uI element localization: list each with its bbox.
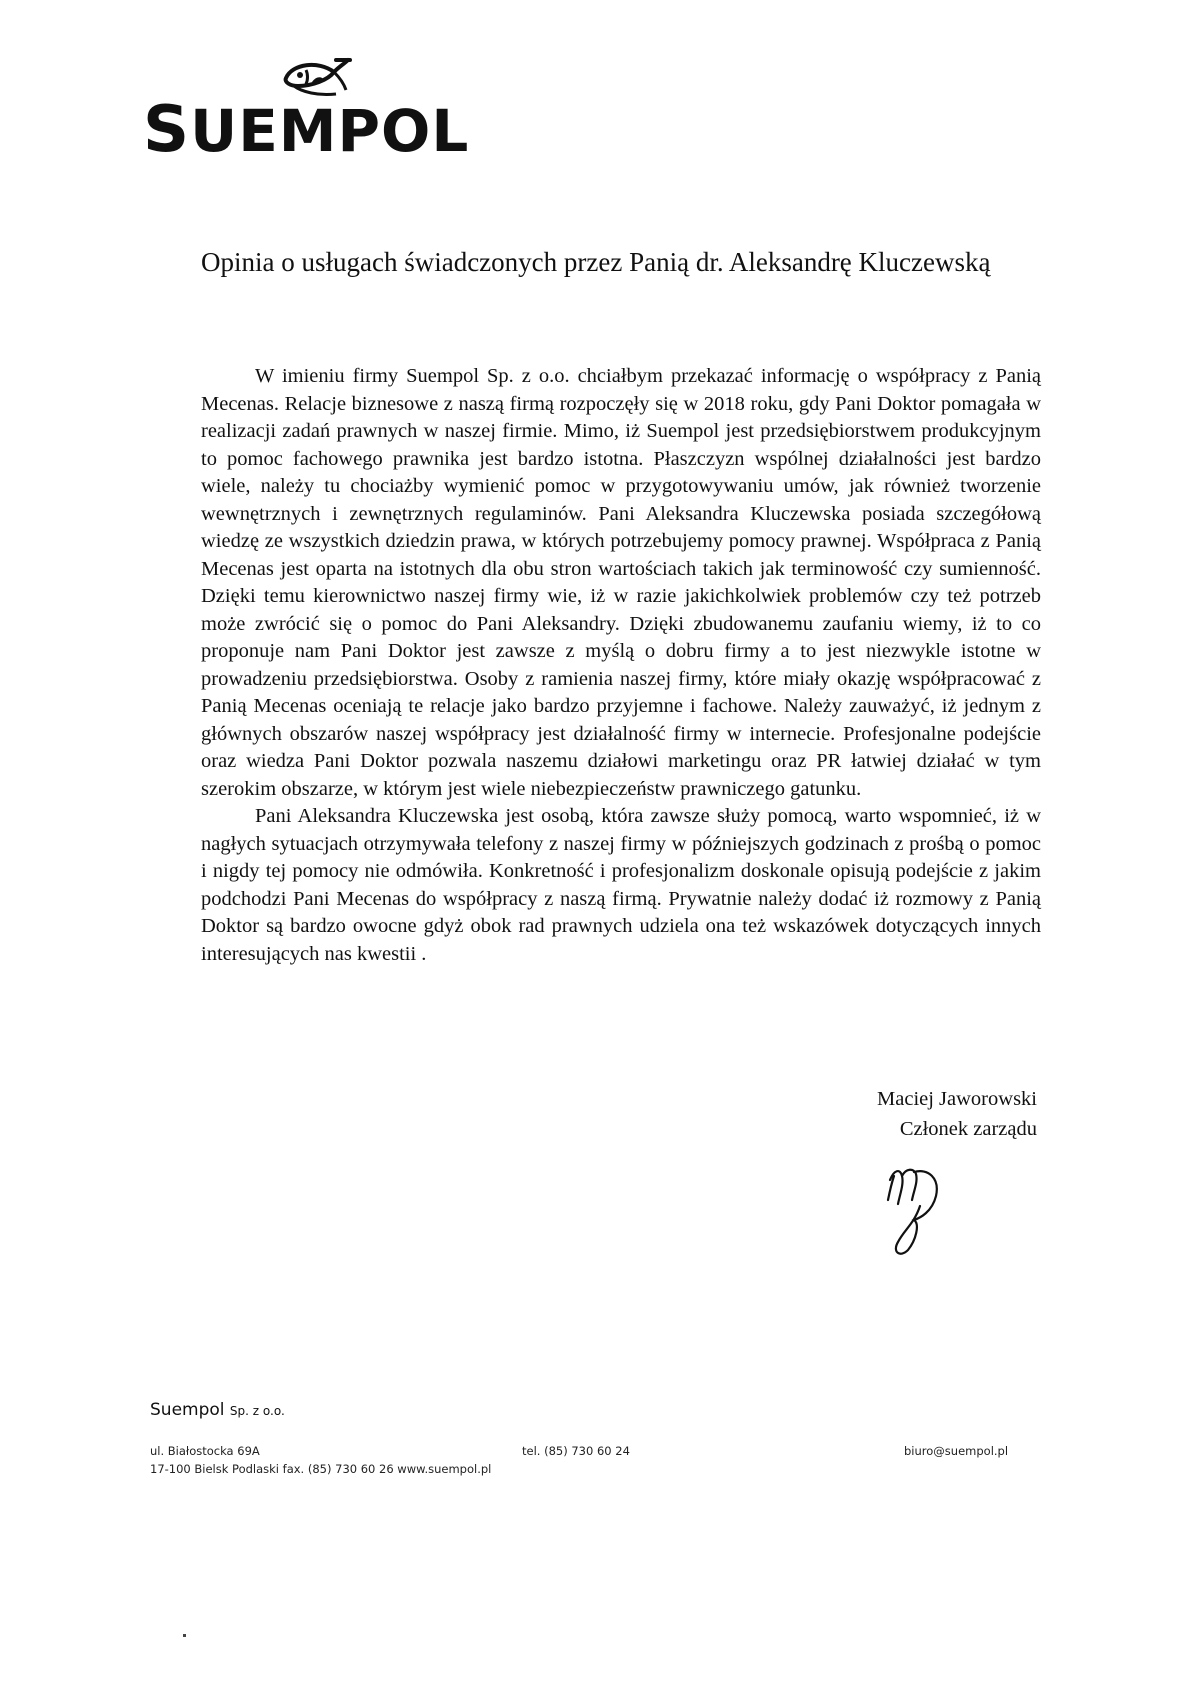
scan-artifact	[183, 1634, 186, 1637]
signer-name: Maciej Jaworowski	[877, 1088, 1037, 1110]
footer-company-suffix: Sp. z o.o.	[229, 1404, 285, 1418]
paragraph-1: W imieniu firmy Suempol Sp. z o.o. chciałbym przekazać informację o współpracy z Panią Mecenas. Relacje biznesowe z naszą firmą rozpoczęły się w 2018 roku, gdy Pani Doktor pomagała w realizacji zadań prawnych w naszej firmie. Mimo, iż Suempol jest przedsiębiorstwem produkcyjnym to pomoc fachowego prawnika jest bardzo istotna. Płaszczyzn wspólnej działalności jest bardzo wiele, należy tu chociażby wymienić pomoc w przygotowywaniu umów, jak również tworzenie wewnętrznych i zewnętrznych regulaminów. Pani Aleksandra Kluczewska posiada szczegółową wiedzę ze wszystkich dziedzin prawa, w których potrzebujemy pomocy prawnej. Współpraca z Panią Mecenas jest oparta na istotnych dla obu stron wartościach takich jak terminowość czy sumienność. Dzięki temu kierownictwo naszej firmy wie, iż w razie jakichkolwiek problemów czy też potrzeb może zwrócić się o pomoc do Pani Aleksandry. Dzięki zbudowanemu zaufaniu wiemy, iż to co proponuje nam Pani Doktor jest zawsze z myślą o dobru firmy a to jest niezwykle istotne w prowadzeniu przedsiębiorstwa. Osoby z ramienia naszej firmy, które miały okazję współpracować z Panią Mecenas oceniają te relacje jako bardzo przyjemne i fachowe. Należy zauważyć, iż jednym z głównych obszarów naszej współpracy jest działalność firmy w internecie. Profesjonalne podejście oraz wiedza Pani Doktor pozwala naszemu działowi marketingu oraz PR łatwiej działać w tym szerokim obszarze, w którym jest wiele niebezpieczeństw prawniczego gatunku.	[201, 365, 1041, 800]
signer-role: Członek zarządu	[899, 1118, 1037, 1140]
footer-phone: tel. (85) 730 60 24	[522, 1444, 630, 1458]
company-logo	[143, 56, 470, 167]
footer-company-name	[150, 1400, 285, 1420]
letter-body	[201, 363, 1041, 968]
footer-email: biuro@suempol.pl	[904, 1444, 1009, 1458]
footer-company: Suempol	[150, 1400, 225, 1420]
signature-block	[877, 1084, 1037, 1144]
logo-rest: UEMPOL	[190, 97, 470, 165]
footer-street: ul. Białostocka 69A	[150, 1444, 260, 1458]
footer-city-fax-web: 17-100 Bielsk Podlaski fax. (85) 730 60 26 www.suempol.pl	[150, 1462, 492, 1476]
handwritten-signature-icon	[880, 1160, 960, 1260]
document-title: Opinia o usługach świadczonych przez Panią dr. Aleksandrę Kluczewską	[201, 247, 991, 277]
logo-initial: S	[143, 93, 191, 167]
logo-wordmark	[143, 93, 470, 167]
paragraph-2: Pani Aleksandra Kluczewska jest osobą, która zawsze służy pomocą, warto wspomnieć, iż w nagłych sytuacjach otrzymywała telefony z naszej firmy w późniejszych godzinach z prośbą o pomoc i nigdy tej pomocy nie odmówiła. Konkretność i profesjonalizm doskonale opisują podejście z jakim podchodzi Pani Mecenas do współpracy z naszą firmą. Prywatnie należy dodać iż rozmowy z Panią Doktor są bardzo owocne gdyż obok rad prawnych udziela ona też wskazówek dotyczących innych interesujących nas kwestii .	[201, 805, 1041, 965]
